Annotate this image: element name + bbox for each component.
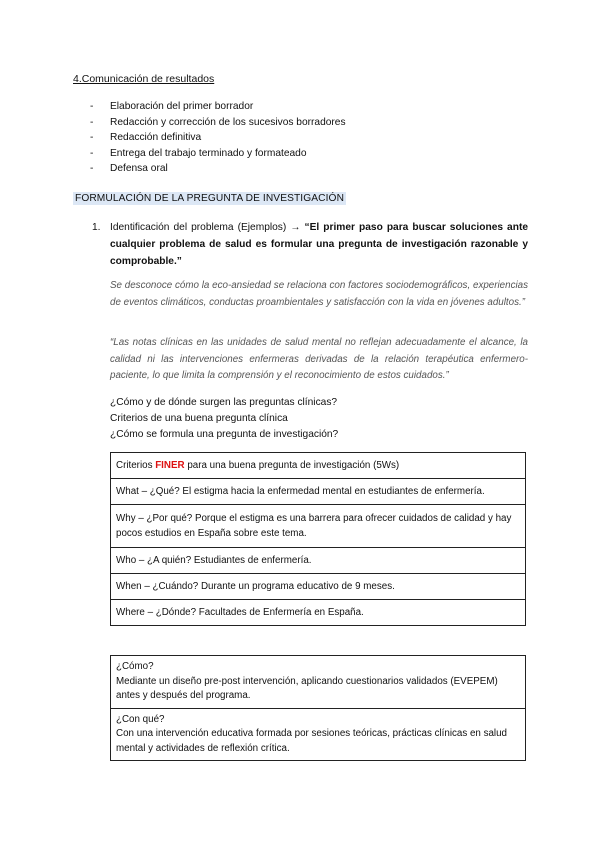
table-cell <box>111 656 526 709</box>
list-item: - Defensa oral <box>90 161 346 177</box>
method-table <box>110 655 526 761</box>
example-quote-1: Se desconoce cómo la eco-ansiedad se relaciona con factores sociodemográficos, experiencias de eventos climáticos, conductas proambientales y satisfacción con la vida en jóvenes adultos.” <box>110 280 528 308</box>
dash-bullet: - <box>90 101 94 112</box>
item-lead-text: Identificación del problema (Ejemplos) → <box>110 222 305 233</box>
dash-bullet: - <box>90 132 94 144</box>
finer-highlight: FINER <box>155 460 185 471</box>
section-title-highlighted: FORMULACIÓN DE LA PREGUNTA DE INVESTIGACIÓN <box>75 193 345 204</box>
cell-body: Con una intervención educativa formada por sesiones teóricas, prácticas clínicas en salud mental y actividades de reflexión crítica. <box>116 728 508 754</box>
finer-criteria-table <box>110 452 526 626</box>
section-heading-4: 4.Comunicación de resultados <box>73 73 215 85</box>
question-line: ¿Cómo se formula una pregunta de investigación? <box>110 429 339 440</box>
cell-title: ¿Cómo? <box>116 661 154 672</box>
example-quote-2: “Las notas clínicas en las unidades de salud mental no reflejan adecuadamente el alcance, la calidad ni las intervenciones enfermeras derivadas de la relación terapéutica enfermero-paciente, lo que limita la comprensión y el reconocimiento de estos cuidados.” <box>110 337 528 381</box>
dash-bullet: - <box>90 163 94 175</box>
table-row <box>111 548 526 574</box>
list-item: - Redacción y corrección de los sucesivos borradores <box>90 115 346 131</box>
table-cell: Why – ¿Por qué? Porque el estigma es una barrera para ofrecer cuidados de calidad y hay pocos estudios en España sobre este tema. <box>111 505 526 548</box>
table-row <box>111 600 526 626</box>
table-row <box>111 505 526 548</box>
questions-block <box>110 395 338 443</box>
table-cell: What – ¿Qué? El estigma hacia la enfermedad mental en estudiantes de enfermería. <box>111 479 526 505</box>
list-item: - Entrega del trabajo terminado y formateado <box>90 146 346 162</box>
results-steps-list <box>90 99 346 177</box>
item-number: 1. <box>92 222 101 233</box>
table-cell: Where – ¿Dónde? Facultades de Enfermería en España. <box>111 600 526 626</box>
cell-body: Mediante un diseño pre-post intervención, aplicando cuestionarios validados (EVEPEM) antes y después del programa. <box>116 675 498 701</box>
dash-bullet: - <box>90 116 94 128</box>
table-row <box>111 708 526 761</box>
table-row <box>111 479 526 505</box>
table-row <box>111 453 526 479</box>
table-cell <box>111 708 526 761</box>
cell-title: ¿Con qué? <box>116 713 165 725</box>
table-row <box>111 574 526 600</box>
table-header-cell: Criterios FINER para una buena pregunta de investigación (5Ws) <box>111 453 526 479</box>
list-item: - Elaboración del primer borrador <box>90 99 346 115</box>
table-cell: When – ¿Cuándo? Durante un programa educativo de 9 meses. <box>111 574 526 600</box>
question-line: ¿Cómo y de dónde surgen las preguntas clínicas? <box>110 397 338 408</box>
item-bold-quote: “El primer paso para buscar soluciones ante cualquier problema de salud es formular una pregunta de investigación razonable y comprobable.” <box>110 222 528 267</box>
dash-bullet: - <box>90 147 94 159</box>
list-item: - Redacción definitiva <box>90 130 346 146</box>
table-cell: Who – ¿A quién? Estudiantes de enfermería. <box>111 548 526 574</box>
table-row <box>111 656 526 709</box>
question-line: Criterios de una buena pregunta clínica <box>110 413 288 424</box>
numbered-item-1 <box>92 219 528 270</box>
